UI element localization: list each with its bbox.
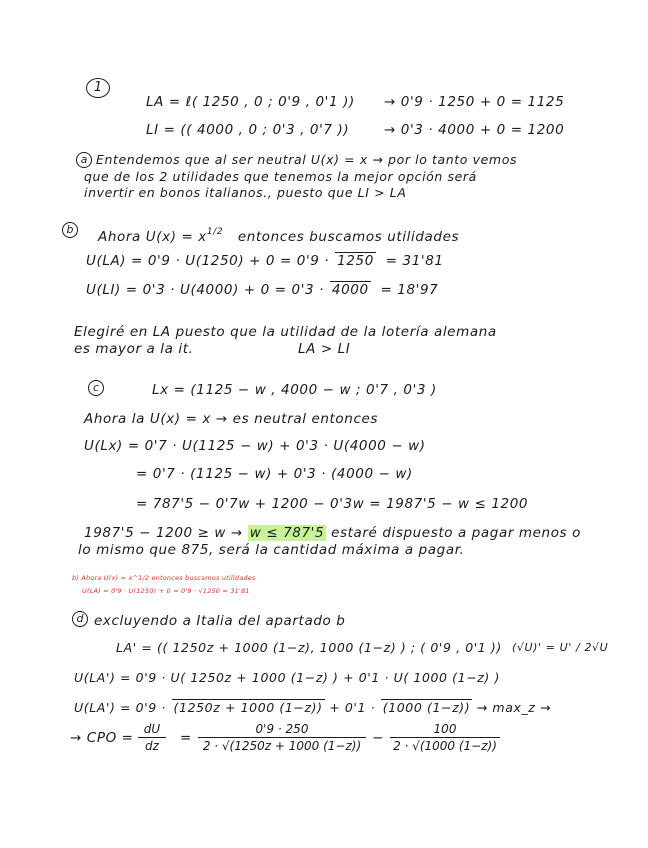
maximize-note: → max_z → xyxy=(476,700,552,715)
utility-li-root: 4000 xyxy=(331,282,369,298)
cpo-label: → CPO = xyxy=(70,730,134,746)
inequality-conclusion: estaré dispuesto a pagar menos o xyxy=(331,525,581,541)
utility-la-prime-middle: + 0'1 · xyxy=(329,700,376,715)
utility-la-result: = 31'81 xyxy=(385,253,444,269)
utility-lx-equation-1: U(Lx) = 0'7 · U(1125 − w) + 0'3 · U(4000 − w) xyxy=(84,438,426,454)
part-c-marker: c xyxy=(88,380,104,396)
part-a-line-3: invertir en bonos italianos., puesto que LI > LA xyxy=(84,185,407,200)
part-c-header: Ahora la U(x) = x → es neutral entonces xyxy=(84,411,378,427)
utility-la-expression: U(LA) = 0'9 · U(1250) + 0 = 0'9 · xyxy=(86,253,330,269)
fraction-bar xyxy=(138,737,166,738)
first-term-fraction xyxy=(198,722,366,753)
first-term-denominator: 2 · √(1250z + 1000 (1−z)) xyxy=(202,739,362,753)
part-d-header: excluyendo a Italia del apartado b xyxy=(94,613,346,629)
part-d-marker: d xyxy=(72,611,88,627)
utility-la-prime-root-a: (1250z + 1000 (1−z)) xyxy=(173,700,323,715)
utility-la-equation xyxy=(86,252,444,269)
part-b-header-pre: Ahora U(x) = x xyxy=(98,229,207,245)
second-term-numerator: 100 xyxy=(433,722,457,736)
part-b-conclusion-line-1: Elegiré en LA puesto que la utilidad de la lotería alemana xyxy=(74,324,497,340)
fraction-bar xyxy=(198,737,366,738)
part-b-comparison: LA > LI xyxy=(298,341,351,357)
question-1-marker: 1 xyxy=(86,78,110,98)
lottery-la-definition: LA = ℓ( 1250 , 0 ; 0'9 , 0'1 )) xyxy=(146,94,355,110)
derivative-note: (√U)' = U' / 2√U xyxy=(512,641,609,654)
utility-la-prime-sqrt-equation xyxy=(74,699,551,716)
inequality-line-2: lo mismo que 875, será la cantidad máxima a pagar. xyxy=(78,542,465,558)
red-note-line-1: b) Ahora U(x) = x^1/2 entonces buscamos utilidades xyxy=(72,574,256,582)
part-b-conclusion-line-2: es mayor a la it. xyxy=(74,341,194,357)
part-b-marker: b xyxy=(62,222,78,238)
inequality-expression: 1987'5 − 1200 ≥ w → xyxy=(84,525,243,541)
utility-la-root: 1250 xyxy=(337,253,374,269)
du-dz-numerator: dU xyxy=(143,722,161,736)
part-a-line-2: que de los 2 utilidades que tenemos la mejor opción será xyxy=(84,169,477,184)
red-note-line-2: U(LA) = 0'9 · U(1250) + 0 = 0'9 · √1250 = 31'81 xyxy=(82,587,250,595)
part-b-header-post: entonces buscamos utilidades xyxy=(237,229,460,245)
second-term-fraction xyxy=(390,722,500,753)
du-dz-denominator: dz xyxy=(145,739,159,753)
second-term-denominator: 2 · √(1000 (1−z)) xyxy=(393,739,497,753)
utility-lx-equation-2: = 0'7 · (1125 − w) + 0'3 · (4000 − w) xyxy=(136,466,413,482)
lottery-la-expected-value: → 0'9 · 1250 + 0 = 1125 xyxy=(384,94,565,110)
fraction-bar xyxy=(390,737,500,738)
utility-la-prime-prefix: U(LA') = 0'9 · xyxy=(74,700,166,715)
utility-li-equation xyxy=(86,281,438,298)
lottery-la-prime-definition: LA' = (( 1250z + 1000 (1−z), 1000 (1−z) ) ; ( 0'9 , 0'1 )) xyxy=(116,640,502,655)
utility-lx-equation-3: = 787'5 − 0'7w + 1200 − 0'3w = 1987'5 − w ≤ 1200 xyxy=(136,496,529,512)
part-a-marker: a xyxy=(76,152,92,168)
utility-la-prime-equation: U(LA') = 0'9 · U( 1250z + 1000 (1−z) ) + 0'1 · U( 1000 (1−z) ) xyxy=(74,670,500,685)
inequality-line xyxy=(84,525,581,541)
utility-li-result: = 18'97 xyxy=(380,282,439,298)
highlighted-result: w ≤ 787'5 xyxy=(249,525,325,541)
equals-sign: = xyxy=(180,730,192,746)
lottery-lx-definition: Lx = (1125 − w , 4000 − w ; 0'7 , 0'3 ) xyxy=(152,382,437,398)
part-b-exponent: 1/2 xyxy=(206,227,224,237)
first-term-numerator: 0'9 · 250 xyxy=(255,722,309,736)
du-dz-fraction xyxy=(138,722,166,753)
lottery-li-expected-value: → 0'3 · 4000 + 0 = 1200 xyxy=(384,122,565,138)
utility-li-expression: U(LI) = 0'3 · U(4000) + 0 = 0'3 · xyxy=(86,282,324,298)
lottery-li-definition: LI = (( 4000 , 0 ; 0'3 , 0'7 )) xyxy=(146,122,350,138)
minus-sign: − xyxy=(372,730,384,746)
part-b-header xyxy=(98,224,459,245)
part-a-line-1: Entendemos que al ser neutral U(x) = x → por lo tanto vemos xyxy=(96,152,518,167)
utility-la-prime-root-b: (1000 (1−z)) xyxy=(382,700,471,715)
